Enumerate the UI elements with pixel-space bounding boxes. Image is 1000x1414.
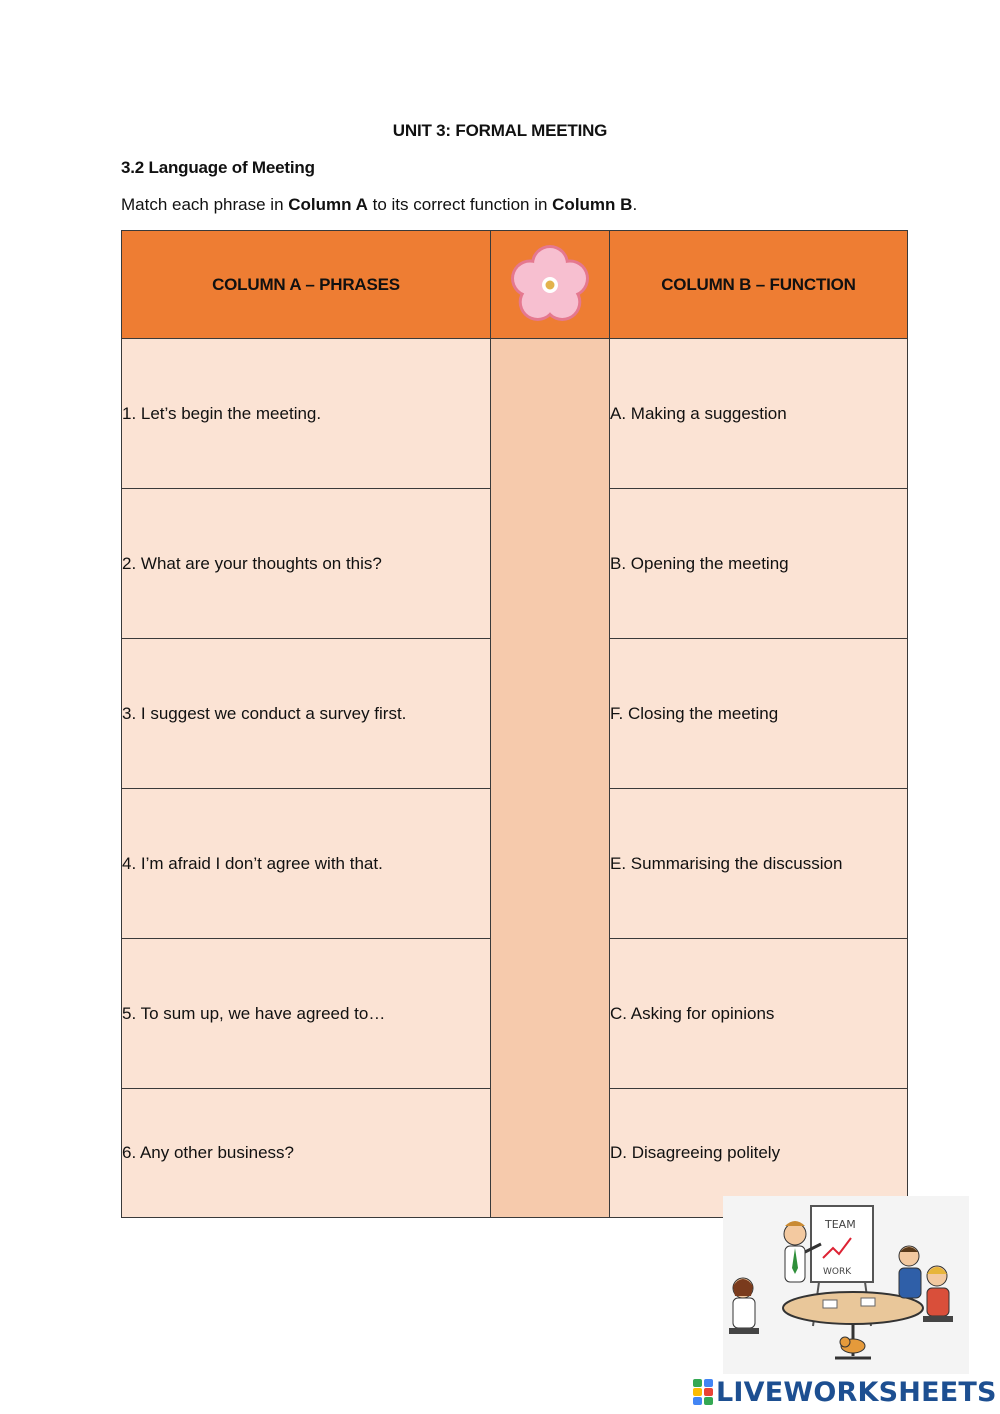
column-a-header: COLUMN A – PHRASES [122,231,491,339]
table-row [122,339,908,489]
phrase-cell: 1. Let’s begin the meeting. [122,339,491,489]
function-cell: C. Asking for opinions [610,939,908,1089]
instruction-column-a: Column A [288,195,368,214]
header-icon-cell [491,231,610,339]
logo-text: LIVEWORKSHEETS [716,1376,997,1408]
phrase-cell: 5. To sum up, we have agreed to… [122,939,491,1089]
phrase-cell: 2. What are your thoughts on this? [122,489,491,639]
board-text-work: WORK [823,1267,852,1277]
function-cell: D. Disagreeing politely [610,1089,908,1218]
phrase-cell: 6. Any other business? [122,1089,491,1218]
section-heading: 3.2 Language of Meeting [121,158,315,177]
function-cell: B. Opening the meeting [610,489,908,639]
instruction-part-1: Match each phrase in [121,195,289,214]
phrase-cell: 4. I’m afraid I don’t agree with that. [122,789,491,939]
liveworksheets-logo-icon [692,1378,714,1406]
instruction-part-3: . [632,195,638,214]
instruction-part-2: to its correct function in [367,195,553,214]
page-title: UNIT 3: FORMAL MEETING [392,121,608,140]
function-cell: E. Summarising the discussion [610,789,908,939]
liveworksheets-logo [692,1374,997,1410]
teamwork-meeting-illustration [723,1196,969,1374]
instruction-text [121,195,637,215]
function-cell: A. Making a suggestion [610,339,908,489]
phrase-cell: 3. I suggest we conduct a survey first. [122,639,491,789]
table-header-row [122,231,908,339]
answer-column[interactable] [491,339,610,1218]
board-text-team: TEAM [825,1218,856,1231]
flower-icon [504,239,596,331]
matching-table [121,230,908,1218]
function-cell: F. Closing the meeting [610,639,908,789]
column-b-header: COLUMN B – FUNCTION [610,231,908,339]
instruction-column-b: Column B [552,195,633,214]
